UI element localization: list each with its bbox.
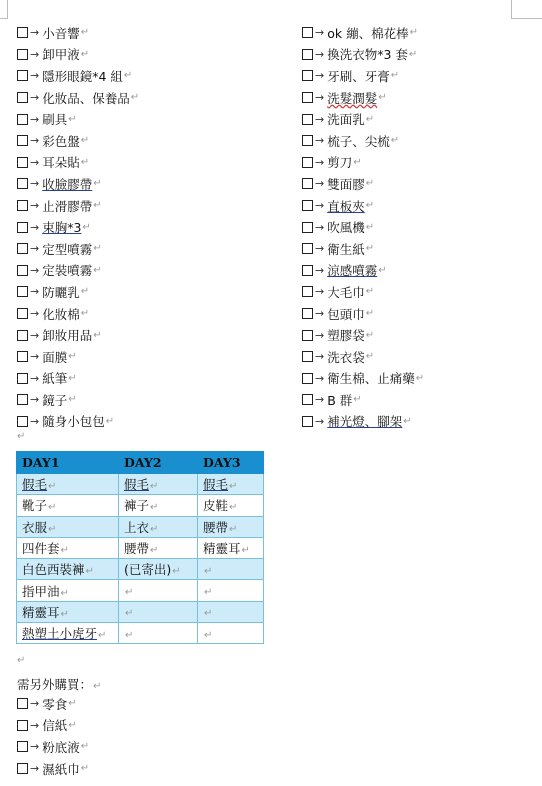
table-cell[interactable]	[198, 516, 264, 537]
arrow-icon: →	[30, 177, 40, 191]
checklist-item	[302, 195, 424, 217]
paragraph-mark-icon: ↵	[80, 156, 90, 168]
checklist-item	[302, 281, 424, 303]
arrow-icon: →	[30, 112, 40, 126]
table-row	[17, 516, 264, 537]
checkbox-icon[interactable]	[302, 416, 313, 427]
checkbox-icon[interactable]	[17, 243, 28, 254]
paragraph-mark-icon: ↵	[68, 372, 77, 384]
paragraph-mark-icon: ↵	[93, 264, 102, 276]
item-label: 洗面乳	[327, 112, 365, 128]
checklist-item	[17, 216, 139, 238]
checkbox-icon[interactable]	[302, 243, 313, 254]
item-label: 隱形眼鏡*4 組	[42, 68, 123, 84]
checklist-item	[17, 22, 139, 44]
paragraph-mark-icon: ↵	[403, 415, 412, 427]
item-label: 雙面膠	[327, 176, 365, 192]
arrow-icon: →	[30, 697, 40, 711]
item-label: 刷具	[42, 112, 68, 128]
checklist-item	[302, 130, 424, 152]
arrow-icon: →	[315, 26, 325, 40]
item-label: 耳朵貼	[42, 155, 80, 171]
checklist-item	[302, 108, 424, 130]
table-row	[17, 474, 264, 495]
cell-text: 腰帶	[203, 519, 229, 535]
cell-text: 指甲油	[22, 583, 60, 599]
checklist-item	[17, 87, 139, 109]
table-header-row	[17, 452, 264, 474]
checklist-item	[17, 260, 139, 282]
arrow-icon: →	[315, 134, 325, 148]
item-label: 濕紙巾	[42, 761, 80, 777]
paragraph-mark-icon: ↵	[80, 308, 90, 320]
item-label: 衛生紙	[327, 241, 365, 257]
checkbox-icon[interactable]	[17, 373, 28, 384]
paragraph-mark-icon: ↵	[80, 286, 90, 298]
arrow-icon: →	[30, 718, 40, 732]
arrow-icon: →	[30, 242, 40, 256]
item-label: 粉底液	[42, 739, 80, 755]
item-label: 塑膠袋	[327, 328, 365, 344]
paragraph-mark-icon: ↵	[365, 221, 375, 233]
item-label: 鏡子	[42, 392, 68, 408]
paragraph-mark-icon: ↵	[130, 92, 140, 104]
arrow-icon: →	[315, 47, 325, 61]
arrow-icon: →	[315, 285, 325, 299]
arrow-icon: →	[30, 220, 40, 234]
paragraph-mark-icon: ↵	[229, 523, 238, 535]
extra-purchase-heading: 需另外購買：↵	[17, 677, 102, 692]
item-label: 防曬乳	[42, 284, 80, 300]
item-label: 隨身小包包	[42, 414, 105, 430]
checklist-item	[17, 368, 139, 390]
checklist-item	[17, 411, 139, 433]
checkbox-icon[interactable]	[302, 265, 313, 276]
arrow-icon: →	[30, 350, 40, 364]
table-cell[interactable]	[17, 559, 119, 580]
paragraph-mark-icon: ↵	[17, 431, 26, 442]
checkbox-icon[interactable]	[302, 394, 313, 405]
paragraph-mark-icon: ↵	[408, 48, 418, 60]
table-cell[interactable]	[198, 580, 264, 601]
paragraph-mark-icon: ↵	[365, 200, 375, 212]
checkbox-icon[interactable]	[17, 394, 28, 405]
arrow-icon: →	[315, 177, 325, 191]
paragraph-mark-icon: ↵	[365, 286, 375, 298]
paragraph-mark-icon: ↵	[80, 48, 90, 60]
checklist-item	[302, 260, 424, 282]
checkbox-icon[interactable]	[17, 741, 28, 752]
item-label: 定型噴霧	[42, 241, 93, 257]
checkbox-icon[interactable]	[17, 157, 28, 168]
item-label: 直板夾	[327, 198, 365, 214]
checklist-item	[302, 324, 424, 346]
checklist-item	[302, 389, 424, 411]
item-label: 束胸*3	[42, 220, 82, 236]
arrow-icon: →	[30, 285, 40, 299]
checklist-item	[302, 173, 424, 195]
paragraph-mark-icon: ↵	[93, 178, 102, 190]
checkbox-icon[interactable]	[17, 135, 28, 146]
paragraph-mark-icon: ↵	[150, 502, 159, 514]
checklist-item	[17, 303, 139, 325]
table-cell[interactable]	[17, 474, 119, 495]
checkbox-icon[interactable]	[302, 178, 313, 189]
checkbox-icon[interactable]	[17, 114, 28, 125]
checklist-item	[302, 303, 424, 325]
table-cell[interactable]	[198, 601, 264, 622]
item-label: 零食	[42, 696, 68, 712]
checkbox-icon[interactable]	[302, 286, 313, 297]
table-cell[interactable]	[198, 623, 264, 644]
arrow-icon: →	[315, 307, 325, 321]
checklist-item	[302, 216, 424, 238]
arrow-icon: →	[30, 134, 40, 148]
checkbox-icon[interactable]	[17, 416, 28, 427]
checklist-item	[302, 411, 424, 433]
item-label: 衛生棉、止痛藥	[327, 371, 415, 387]
arrow-icon: →	[30, 199, 40, 213]
arrow-icon: →	[30, 740, 40, 754]
cell-text: 假毛	[124, 477, 150, 493]
arrow-icon: →	[30, 263, 40, 277]
table-cell[interactable]	[119, 601, 198, 622]
paragraph-mark-icon: ↵	[48, 523, 57, 535]
cell-text: 假毛	[22, 477, 48, 493]
arrow-icon: →	[315, 263, 325, 277]
item-label: 止滑膠帶	[42, 198, 93, 214]
checklist-item	[17, 758, 89, 780]
table-cell[interactable]	[198, 474, 264, 495]
table-cell[interactable]	[198, 495, 264, 516]
arrow-icon: →	[315, 199, 325, 213]
paragraph-mark-icon: ↵	[48, 502, 57, 514]
item-label: 補光燈、腳架	[327, 414, 403, 430]
item-label: 洗髮潤髮	[327, 90, 378, 106]
item-label: 包頭巾	[327, 306, 365, 322]
item-label: 卸甲液	[42, 47, 80, 63]
paragraph-mark-icon: ↵	[409, 27, 418, 39]
item-label: 梳子、尖梳	[327, 133, 390, 149]
checklist-item	[302, 368, 424, 390]
paragraph-mark-icon: ↵	[93, 681, 102, 692]
checklist-item	[302, 87, 424, 109]
table-row	[17, 537, 264, 558]
checklist-item	[17, 44, 139, 66]
arrow-icon: →	[315, 350, 325, 364]
paragraph-mark-icon: ↵	[105, 415, 115, 427]
arrow-icon: →	[30, 307, 40, 321]
checkbox-icon[interactable]	[17, 286, 28, 297]
item-label: 面膜	[42, 349, 68, 365]
checklist-item	[17, 281, 139, 303]
checkbox-icon[interactable]	[17, 308, 28, 319]
checkbox-icon[interactable]	[302, 330, 313, 341]
arrow-icon: →	[315, 328, 325, 342]
paragraph-mark-icon: ↵	[365, 178, 375, 190]
checklist-item	[302, 65, 424, 87]
checkbox-icon[interactable]	[17, 200, 28, 211]
item-label: 收臉膠帶	[42, 176, 93, 192]
paragraph-mark-icon: ↵	[415, 372, 425, 384]
checkbox-icon[interactable]	[302, 157, 313, 168]
checklist-item	[302, 22, 424, 44]
table-cell[interactable]	[119, 537, 198, 558]
checkbox-icon[interactable]	[17, 70, 28, 81]
table-cell[interactable]	[198, 537, 264, 558]
checklist-item	[17, 238, 139, 260]
cell-text: 腰帶	[124, 541, 150, 557]
cell-text: 皮鞋	[203, 498, 229, 514]
arrow-icon: →	[315, 91, 325, 105]
checkbox-icon[interactable]	[302, 27, 313, 38]
paragraph-mark-icon: ↵	[229, 502, 238, 514]
table-cell[interactable]	[119, 474, 198, 495]
paragraph-mark-icon: ↵	[204, 608, 213, 620]
arrow-icon: →	[315, 69, 325, 83]
table-cell[interactable]	[119, 623, 198, 644]
paragraph-mark-icon: ↵	[229, 481, 238, 493]
paragraph-mark-icon: ↵	[60, 545, 69, 557]
paragraph-mark-icon: ↵	[48, 481, 57, 493]
item-label: 彩色盤	[42, 133, 80, 149]
paragraph-mark-icon: ↵	[365, 351, 375, 363]
paragraph-mark-icon: ↵	[365, 243, 375, 255]
paragraph-mark-icon: ↵	[378, 92, 387, 104]
checkbox-icon[interactable]	[302, 135, 313, 146]
table-cell[interactable]	[17, 623, 119, 644]
checkbox-icon[interactable]	[302, 200, 313, 211]
paragraph-mark-icon: ↵	[125, 629, 134, 641]
item-label: 大毛巾	[327, 284, 365, 300]
paragraph-mark-icon: ↵	[150, 481, 159, 493]
checkbox-icon[interactable]	[17, 27, 28, 38]
item-label: 洗衣袋	[327, 349, 365, 365]
checklist-item	[17, 173, 139, 195]
paragraph-mark-icon: ↵	[204, 565, 213, 577]
cell-text: 四件套	[22, 541, 60, 557]
arrow-icon: →	[30, 328, 40, 342]
arrow-icon: →	[30, 26, 40, 40]
checklist-item	[17, 195, 139, 217]
table-row	[17, 495, 264, 516]
checklist-item	[302, 152, 424, 174]
table-cell[interactable]	[17, 495, 119, 516]
paragraph-mark-icon: ↵	[241, 545, 250, 557]
arrow-icon: →	[30, 762, 40, 776]
paragraph-mark-icon: ↵	[123, 70, 133, 82]
paragraph-mark-icon: ↵	[172, 566, 181, 578]
table-row	[17, 559, 264, 580]
checklist-item	[302, 238, 424, 260]
arrow-icon: →	[30, 155, 40, 169]
table-cell[interactable]	[17, 537, 119, 558]
arrow-icon: →	[315, 112, 325, 126]
arrow-icon: →	[30, 393, 40, 407]
paragraph-mark-icon: ↵	[150, 523, 159, 535]
table-cell[interactable]	[119, 516, 198, 537]
paragraph-mark-icon: ↵	[82, 221, 91, 233]
checkbox-icon[interactable]	[302, 308, 313, 319]
checklist-item	[302, 44, 424, 66]
table-header: DAY2	[119, 452, 198, 474]
checklist-item	[17, 389, 139, 411]
arrow-icon: →	[315, 220, 325, 234]
checklist-item	[17, 152, 139, 174]
table-cell[interactable]	[198, 559, 264, 580]
paragraph-mark-icon: ↵	[68, 113, 77, 125]
checkbox-icon[interactable]	[17, 178, 28, 189]
item-label: B 群	[327, 392, 353, 408]
cell-text: 上衣	[124, 519, 150, 535]
table-row	[17, 601, 264, 622]
item-label: 牙刷、牙膏	[327, 68, 390, 84]
checkbox-icon[interactable]	[17, 49, 28, 60]
paragraph-mark-icon: ↵	[365, 308, 375, 320]
table-cell[interactable]	[17, 580, 119, 601]
paragraph-mark-icon: ↵	[390, 70, 400, 82]
checkbox-icon[interactable]	[17, 763, 28, 774]
paragraph-mark-icon: ↵	[68, 698, 77, 710]
paragraph-mark-icon: ↵	[353, 156, 362, 168]
paragraph-mark-icon: ↵	[85, 566, 94, 578]
checklist-item	[17, 693, 89, 715]
paragraph-mark-icon: ↵	[365, 329, 375, 341]
item-label: 吹風機	[327, 220, 365, 236]
item-label: 紙筆	[42, 371, 68, 387]
item-label: 剪刀	[327, 155, 353, 171]
cell-text: 熱塑土小虎牙	[22, 626, 98, 642]
checkbox-icon[interactable]	[17, 222, 28, 233]
table-cell[interactable]	[17, 601, 119, 622]
paragraph-mark-icon: ↵	[80, 741, 90, 753]
table-header: DAY3	[198, 452, 264, 474]
paragraph-mark-icon: ↵	[353, 394, 362, 406]
extra-checklist	[17, 693, 89, 779]
checkbox-icon[interactable]	[17, 720, 28, 731]
paragraph-mark-icon: ↵	[365, 113, 375, 125]
item-label: 定裝噴霧	[42, 263, 93, 279]
arrow-icon: →	[30, 69, 40, 83]
cell-text: 假毛	[203, 477, 229, 493]
right-checklist	[302, 22, 424, 432]
left-checklist	[17, 22, 139, 432]
checklist-item	[17, 324, 139, 346]
paragraph-mark-icon: ↵	[93, 200, 102, 212]
cell-text: 靴子	[22, 498, 48, 514]
table-row	[17, 580, 264, 601]
arrow-icon: →	[30, 371, 40, 385]
paragraph-mark-icon: ↵	[378, 264, 387, 276]
table-row	[17, 623, 264, 644]
item-label: 卸妝用品	[42, 328, 93, 344]
checklist-item	[17, 108, 139, 130]
table-header: DAY1	[17, 452, 119, 474]
checkbox-icon[interactable]	[302, 114, 313, 125]
paragraph-mark-icon: ↵	[390, 135, 400, 147]
item-label: ok 繃、棉花棒	[327, 25, 409, 41]
checkbox-icon[interactable]	[302, 92, 313, 103]
checkbox-icon[interactable]	[17, 265, 28, 276]
checkbox-icon[interactable]	[302, 351, 313, 362]
arrow-icon: →	[315, 393, 325, 407]
checkbox-icon[interactable]	[17, 92, 28, 103]
arrow-icon: →	[315, 371, 325, 385]
page-corner-mark-left	[0, 0, 8, 19]
arrow-icon: →	[30, 414, 40, 428]
cell-text: 衣服	[22, 519, 48, 535]
arrow-icon: →	[30, 91, 40, 105]
paragraph-mark-icon: ↵	[93, 329, 102, 341]
item-label: 化妝品、保養品	[42, 90, 130, 106]
table-cell[interactable]	[17, 516, 119, 537]
paragraph-mark-icon: ↵	[17, 655, 26, 666]
checkbox-icon[interactable]	[17, 351, 28, 362]
checkbox-icon[interactable]	[302, 222, 313, 233]
cell-text: 精靈耳	[22, 604, 60, 620]
paragraph-mark-icon: ↵	[80, 763, 90, 775]
paragraph-mark-icon: ↵	[93, 243, 102, 255]
checkbox-icon[interactable]	[302, 373, 313, 384]
cell-text: 精靈耳	[203, 541, 241, 557]
paragraph-mark-icon: ↵	[125, 587, 134, 599]
cell-text: 白色西裝褲	[22, 562, 85, 578]
cell-text: 褲子	[124, 498, 150, 514]
item-label: 換洗衣物*3 套	[327, 47, 408, 63]
day-table	[16, 451, 264, 644]
table-cell[interactable]	[119, 495, 198, 516]
table-cell[interactable]	[119, 580, 198, 601]
paragraph-mark-icon: ↵	[60, 608, 69, 620]
arrow-icon: →	[315, 242, 325, 256]
table-cell[interactable]	[119, 559, 198, 580]
arrow-icon: →	[30, 47, 40, 61]
paragraph-mark-icon: ↵	[60, 587, 69, 599]
arrow-icon: →	[315, 155, 325, 169]
paragraph-mark-icon: ↵	[125, 608, 134, 620]
cell-text: (已寄出)	[124, 562, 172, 578]
checklist-item	[17, 715, 89, 737]
checkbox-icon[interactable]	[302, 70, 313, 81]
checkbox-icon[interactable]	[17, 330, 28, 341]
paragraph-mark-icon: ↵	[204, 587, 213, 599]
paragraph-mark-icon: ↵	[150, 545, 159, 557]
checklist-item	[17, 346, 139, 368]
checklist-item	[17, 65, 139, 87]
item-label: 涼感噴霧	[327, 263, 378, 279]
paragraph-mark-icon: ↵	[98, 630, 107, 642]
item-label: 信紙	[42, 718, 68, 734]
paragraph-mark-icon: ↵	[68, 351, 77, 363]
checklist-item	[302, 346, 424, 368]
paragraph-mark-icon: ↵	[68, 719, 77, 731]
paragraph-mark-icon: ↵	[68, 394, 77, 406]
checklist-item	[17, 736, 89, 758]
item-label: 小音響	[42, 25, 80, 41]
paragraph-mark-icon: ↵	[204, 629, 213, 641]
paragraph-mark-icon: ↵	[80, 27, 90, 39]
checkbox-icon[interactable]	[17, 698, 28, 709]
item-label: 化妝棉	[42, 306, 80, 322]
arrow-icon: →	[315, 414, 325, 428]
paragraph-mark-icon: ↵	[80, 135, 90, 147]
checklist-item	[17, 130, 139, 152]
page-corner-mark-right	[511, 0, 542, 19]
checkbox-icon[interactable]	[302, 49, 313, 60]
